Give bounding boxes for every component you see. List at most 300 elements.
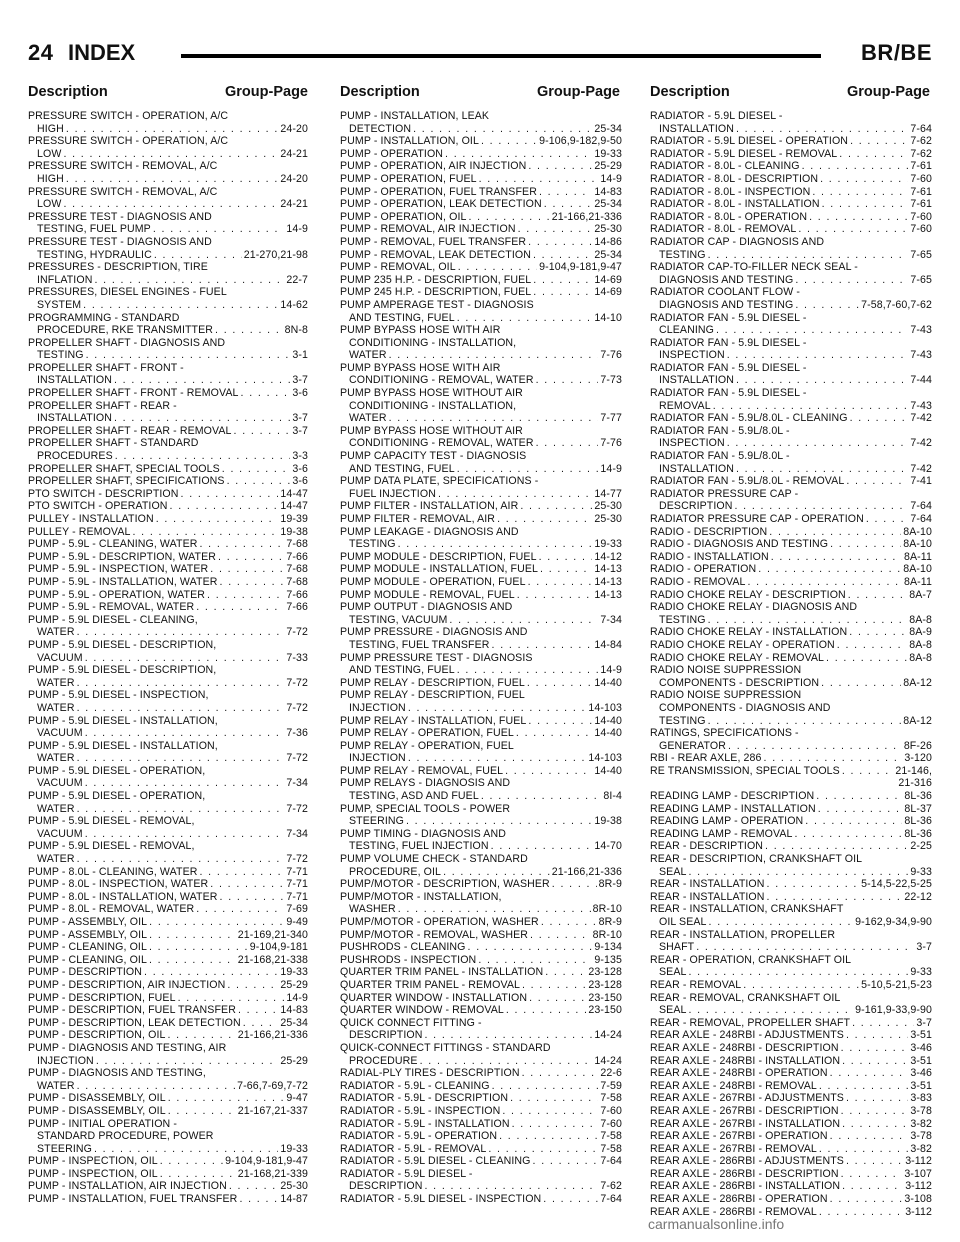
entry-text: PUMP - INSPECTION, OIL: [28, 1155, 158, 1168]
entry-text: INSTALLATION: [37, 374, 112, 387]
entry-page-ref: 3-112: [905, 1155, 932, 1168]
index-entry: [650, 1092, 932, 1105]
entry-text: PUMP - OPERATION, FUEL TRANSFER: [340, 185, 537, 198]
entry-heading: [650, 450, 932, 463]
entry-continuation: [650, 677, 932, 690]
entry-text: PUMP - DIAGNOSIS AND TESTING, AIR: [28, 1041, 227, 1054]
index-entry: [650, 727, 932, 752]
dot-leader: [502, 1105, 598, 1118]
entry-text: SEAL: [659, 1004, 687, 1017]
entry-heading: [650, 664, 932, 677]
entry-text: PUMP 235 H.P. - DESCRIPTION, FUEL: [340, 273, 532, 286]
entry-heading: [28, 362, 308, 375]
entry-heading: [28, 437, 308, 450]
entry-page-ref: 7-72: [286, 701, 308, 714]
entry-page-ref: 25-34: [280, 1016, 308, 1029]
entry-text: INSPECTION: [659, 349, 725, 362]
index-entry: [340, 223, 622, 236]
entry-page-ref: 7-41: [910, 475, 932, 488]
entry-text: RADIATOR - 5.9L DIESEL - REMOVAL: [650, 147, 838, 160]
entry-text: PUMP - 5.9L - INSTALLATION, WATER: [28, 575, 218, 588]
entry-heading: [650, 1155, 932, 1168]
index-entry: [28, 186, 308, 211]
entry-text: PUMP - REMOVAL, LEAK DETECTION: [340, 248, 531, 261]
entry-text: SEAL: [659, 865, 687, 878]
entry-text: PUMP - 8.0L - REMOVAL, WATER: [28, 903, 195, 916]
index-entry: [340, 1004, 622, 1017]
dot-leader: [522, 1067, 599, 1080]
entry-text: PUMP PRESSURE TEST - DIAGNOSIS: [340, 651, 533, 664]
entry-heading: [650, 412, 932, 425]
dot-leader: [736, 463, 908, 476]
entry-continuation: [650, 249, 932, 262]
dot-leader: [239, 1193, 278, 1206]
dot-leader: [457, 312, 593, 325]
entry-page-ref: 14-40: [594, 676, 622, 689]
column-header-3: [650, 84, 930, 104]
entry-heading: [28, 425, 308, 438]
entry-page-ref: 23-128: [588, 966, 622, 979]
entry-page-ref: 9-161,9-33,9-90: [855, 1004, 932, 1017]
entry-text: PRESSURE SWITCH - OPERATION, A/C: [28, 135, 229, 148]
entry-text: PUMP - DESCRIPTION, OIL: [28, 1029, 166, 1042]
entry-text: PUMP BYPASS HOSE WITH AIR: [340, 324, 501, 337]
entry-page-ref: 14-47: [280, 487, 308, 500]
entry-page-ref: 14-24: [594, 1054, 622, 1067]
index-entry: [650, 903, 932, 928]
entry-page-ref: 21-270,21-98: [243, 248, 308, 261]
entry-page-ref: 8A-8: [909, 651, 932, 664]
dot-leader: [481, 790, 602, 803]
entry-page-ref: 7-71: [286, 878, 308, 891]
entry-heading: [650, 1105, 932, 1118]
dot-leader: [220, 891, 285, 904]
dot-leader: [413, 123, 592, 136]
column-header-1: [28, 84, 308, 104]
entry-heading: [28, 463, 308, 476]
entry-text: PUMP - 5.9L DIESEL - OPERATION,: [28, 790, 206, 803]
entry-page-ref: 14-13: [594, 588, 622, 601]
column-header-group-page: Group-Page: [225, 84, 308, 100]
dot-leader: [539, 551, 593, 564]
entry-text: RADIO - REMOVAL: [650, 575, 746, 588]
index-entry: [340, 740, 622, 765]
entry-text: REAR AXLE - 248RBI - INSTALLATION: [650, 1054, 841, 1067]
entry-page-ref: 7-60: [910, 210, 932, 223]
entry-page-ref: 14-103: [588, 701, 622, 714]
entry-text: PUMP - INSTALLATION, FUEL TRANSFER: [28, 1193, 238, 1206]
entry-continuation: [650, 777, 932, 790]
entry-page-ref: 8A-11: [904, 550, 932, 563]
column-header-description: Description: [340, 84, 420, 100]
entry-continuation: [650, 740, 932, 753]
entry-page-ref: 14-83: [594, 185, 622, 198]
entry-page-ref: 23-128: [588, 978, 622, 991]
dot-leader: [536, 437, 599, 450]
entry-text: WATER: [37, 676, 75, 689]
index-entry: [340, 929, 622, 942]
dot-leader: [222, 463, 291, 476]
entry-page-ref: 3-107: [904, 1167, 932, 1180]
entry-heading: [28, 1004, 308, 1017]
index-entry: [28, 589, 308, 602]
entry-text: PUMP - OPERATION, LEAK DETECTION: [340, 198, 542, 211]
entry-text: PUMP - 8.0L - INSTALLATION, WATER: [28, 890, 218, 903]
entry-page-ref: 8F-26: [903, 739, 932, 752]
entry-text: RADIATOR FAN - 5.9L/8.0L -: [650, 424, 790, 437]
entry-heading: [28, 538, 308, 551]
entry-heading: [28, 312, 308, 325]
index-entry: [650, 1055, 932, 1068]
entry-heading: [650, 576, 932, 589]
entry-text: TESTING: [349, 538, 396, 551]
entry-text: PUSHRODS - CLEANING: [340, 941, 466, 954]
entry-text: PUMP OUTPUT - DIAGNOSIS AND: [340, 601, 513, 614]
dot-leader: [850, 412, 909, 425]
entry-page-ref: 8I-4: [603, 790, 622, 803]
entry-page-ref: 7-66,7-69,7-72: [237, 1079, 308, 1092]
entry-text: RADIO - DIAGNOSIS AND TESTING: [650, 538, 829, 551]
entry-heading: [340, 727, 622, 740]
entry-page-ref: 7-43: [910, 399, 932, 412]
entry-page-ref: 9-33: [910, 865, 932, 878]
index-entry: [28, 437, 308, 462]
dot-leader: [85, 777, 285, 790]
index-entry: [650, 765, 932, 790]
entry-page-ref: 7-62: [910, 147, 932, 160]
entry-text: PUMP FILTER - INSTALLATION, AIR: [340, 500, 519, 513]
index-entry: [650, 1105, 932, 1118]
entry-text: QUARTER WINDOW - REMOVAL: [340, 1004, 504, 1017]
entry-text: PROCEDURE: [349, 1054, 418, 1067]
entry-text: REAR - INSTALLATION: [650, 878, 765, 891]
entry-heading: [28, 387, 308, 400]
entry-text: PUMP - REMOVAL, OIL: [340, 261, 456, 274]
index-entry: [650, 639, 932, 652]
index-entry: [340, 211, 622, 224]
dot-leader: [241, 387, 291, 400]
entry-heading: [650, 815, 932, 828]
dot-leader: [850, 135, 908, 148]
entry-heading: [340, 387, 622, 400]
index-entry: [650, 954, 932, 979]
dot-leader: [819, 1080, 909, 1093]
index-entry: [650, 589, 932, 602]
entry-text: INSTALLATION: [659, 462, 734, 475]
dot-leader: [528, 715, 592, 728]
entry-page-ref: 7-62: [910, 135, 932, 148]
index-entry: [28, 387, 308, 400]
dot-leader: [408, 752, 587, 765]
dot-leader: [178, 992, 285, 1005]
index-entry: [28, 236, 308, 261]
entry-text: TESTING, VACUUM: [349, 613, 448, 626]
entry-page-ref: 7-76: [600, 349, 622, 362]
entry-heading: [340, 576, 622, 589]
entry-page-ref: 8N-8: [284, 324, 308, 337]
dot-leader: [842, 1118, 908, 1131]
entry-text: REAR AXLE - 248RBI - ADJUSTMENTS: [650, 1029, 844, 1042]
entry-continuation: [650, 374, 932, 387]
index-entry: [28, 639, 308, 664]
dot-leader: [841, 1042, 909, 1055]
entry-text: RADIATOR - 5.9L - CLEANING: [340, 1079, 490, 1092]
index-entry: [340, 1143, 622, 1156]
dot-leader: [207, 589, 284, 602]
index-entry: [650, 551, 932, 564]
entry-text: PROGRAMMING - STANDARD: [28, 311, 180, 324]
index-entry: [28, 740, 308, 765]
entry-text: RADIATOR - 5.9L DIESEL - CLEANING: [340, 1155, 531, 1168]
entry-page-ref: 14-40: [594, 727, 622, 740]
entry-page-ref: 25-29: [594, 160, 622, 173]
entry-text: HIGH: [37, 122, 64, 135]
entry-text: PUMP - REMOVAL, AIR INJECTION: [340, 223, 516, 236]
entry-page-ref: 21-316: [898, 777, 932, 790]
column-header-group-page: Group-Page: [847, 84, 930, 100]
entry-heading: [340, 299, 622, 312]
entry-text: QUARTER WINDOW - INSTALLATION: [340, 991, 528, 1004]
entry-text: RADIATOR FAN - 5.9L/8.0L -: [650, 450, 790, 463]
entry-heading: [28, 966, 308, 979]
entry-text: PUMP - 8.0L - CLEANING, WATER: [28, 865, 198, 878]
entry-page-ref: 8R-10: [592, 903, 622, 916]
index-entry: [650, 135, 932, 148]
entry-page-ref: 3-1: [292, 349, 308, 362]
entry-text: WATER: [37, 626, 75, 639]
entry-page-ref: 8A-8: [909, 613, 932, 626]
entry-continuation: [28, 828, 308, 841]
dot-leader: [425, 1029, 593, 1042]
index-entry: [340, 1092, 622, 1105]
entry-text: RADIATOR - 5.9L - DESCRIPTION: [340, 1092, 509, 1105]
entry-text: CONDITIONING - INSTALLATION,: [349, 336, 517, 349]
dot-leader: [63, 148, 278, 161]
entry-text: PUMP MODULE - OPERATION, FUEL: [340, 575, 526, 588]
index-entry: [28, 400, 308, 425]
dot-leader: [727, 437, 909, 450]
entry-text: RBI - REAR AXLE, 286: [650, 752, 762, 765]
entry-heading: [340, 160, 622, 173]
index-entry: [650, 362, 932, 387]
index-entry: [28, 1155, 308, 1168]
entry-text: REAR AXLE - 286RBI - INSTALLATION: [650, 1180, 841, 1193]
index-entry: [650, 450, 932, 475]
index-entry: [28, 878, 308, 891]
entry-heading: [650, 223, 932, 236]
entry-continuation: [340, 437, 622, 450]
entry-heading: [650, 198, 932, 211]
index-entry: [28, 903, 308, 916]
entry-text: AND TESTING, FUEL: [349, 664, 455, 677]
entry-heading: [28, 589, 308, 602]
entry-page-ref: 3-6: [292, 475, 308, 488]
entry-heading: [650, 891, 932, 904]
entry-heading: [340, 689, 622, 702]
dot-leader: [83, 299, 278, 312]
entry-text: STEERING: [349, 815, 404, 828]
dot-leader: [795, 274, 908, 287]
index-column-2: [340, 110, 622, 1206]
entry-text: AND TESTING, FUEL: [349, 311, 455, 324]
index-column-3: [650, 110, 932, 1218]
dot-leader: [492, 639, 593, 652]
index-entry: [340, 1168, 622, 1193]
dot-leader: [229, 1180, 279, 1193]
dot-leader: [425, 1180, 599, 1193]
entry-continuation: [340, 702, 622, 715]
entry-text: PUMP - INSTALLATION, AIR INJECTION: [28, 1180, 227, 1193]
entry-heading: [340, 916, 622, 929]
entry-text: PUMP RELAY - OPERATION, FUEL: [340, 727, 514, 740]
dot-leader: [149, 954, 236, 967]
entry-page-ref: 8A-8: [909, 638, 932, 651]
index-entry: [340, 576, 622, 589]
entry-continuation: [340, 349, 622, 362]
entry-heading: [28, 689, 308, 702]
entry-heading: [340, 1105, 622, 1118]
entry-text: PUMP TIMING - DIAGNOSIS AND: [340, 827, 506, 840]
column-header-description: Description: [650, 84, 730, 100]
entry-text: PUMP/MOTOR - OPERATION, WASHER: [340, 916, 539, 928]
index-entry: [28, 526, 308, 539]
index-entry: [340, 652, 622, 677]
dot-leader: [512, 1118, 599, 1131]
entry-page-ref: 8L-36: [904, 815, 932, 828]
entry-page-ref: 8R-10: [592, 928, 622, 941]
entry-text: READING LAMP - DESCRIPTION: [650, 790, 815, 803]
dot-leader: [85, 727, 285, 740]
entry-page-ref: 14-24: [594, 1029, 622, 1042]
entry-page-ref: 24-20: [280, 122, 308, 135]
entry-text: COMPONENTS - DIAGNOSIS AND: [659, 701, 831, 714]
entry-text: PUMP - DESCRIPTION, AIR INJECTION: [28, 978, 226, 991]
entry-text: PUMP - 5.9L DIESEL - DESCRIPTION,: [28, 664, 217, 677]
entry-text: DESCRIPTION: [349, 1029, 423, 1042]
entry-page-ref: 3-78: [910, 1130, 932, 1143]
index-entry: [340, 274, 622, 287]
dot-leader: [449, 614, 598, 627]
index-entry: [650, 513, 932, 526]
dot-leader: [506, 1004, 587, 1017]
entry-page-ref: 25-29: [280, 1054, 308, 1067]
entry-heading: [340, 601, 622, 614]
entry-heading: [650, 853, 932, 866]
entry-heading: [340, 286, 622, 299]
entry-text: RADIO CHOKE RELAY - DESCRIPTION: [650, 588, 846, 601]
dot-leader: [708, 715, 902, 728]
dot-leader: [533, 274, 592, 287]
entry-page-ref: 7-42: [910, 462, 932, 475]
column-header-group-page: Group-Page: [537, 84, 620, 100]
entry-heading: [650, 337, 932, 350]
entry-text: PUMP MODULE - DESCRIPTION, FUEL: [340, 550, 537, 563]
entry-page-ref: 7-58,7-60,7-62: [861, 298, 932, 311]
entry-heading: [28, 891, 308, 904]
entry-heading: [650, 286, 932, 299]
entry-heading: [650, 765, 932, 778]
index-entry: [28, 1042, 308, 1067]
index-entry: [28, 425, 308, 438]
entry-text: RADIO CHOKE RELAY - DIAGNOSIS AND: [650, 601, 858, 614]
entry-heading: [28, 475, 308, 488]
entry-heading: [650, 828, 932, 841]
entry-page-ref: 8A-10: [903, 525, 932, 538]
dot-leader: [689, 1004, 854, 1017]
index-entry: [28, 261, 308, 286]
dot-leader: [63, 198, 278, 211]
entry-page-ref: 3-51: [910, 1079, 932, 1092]
entry-page-ref: 3-112: [905, 1180, 932, 1193]
entry-heading: [650, 790, 932, 803]
entry-continuation: [650, 463, 932, 476]
entry-text: PUMP, SPECIAL TOOLS - POWER: [340, 802, 511, 815]
entry-text: PRESSURE SWITCH - REMOVAL, A/C: [28, 185, 218, 198]
entry-heading: [28, 639, 308, 652]
entry-text: HIGH: [37, 172, 64, 185]
entry-page-ref: 7-72: [286, 802, 308, 815]
entry-heading: [650, 513, 932, 526]
entry-heading: [650, 261, 932, 274]
entry-page-ref: 21-168,21-339: [237, 1167, 308, 1180]
index-entry: [28, 538, 308, 551]
entry-text: INSTALLATION: [659, 122, 734, 135]
dot-leader: [764, 752, 903, 765]
entry-text: REAR - REMOVAL, PROPELLER SHAFT: [650, 1016, 851, 1029]
entry-continuation: [340, 1029, 622, 1042]
entry-continuation: [28, 626, 308, 639]
entry-page-ref: 7-60: [910, 172, 932, 185]
entry-text: PUMP - DIAGNOSIS AND TESTING,: [28, 1067, 206, 1080]
index-entry: [650, 211, 932, 224]
dot-leader: [527, 677, 592, 690]
entry-text: COMPONENTS - DESCRIPTION: [659, 676, 820, 689]
index-entry: [340, 891, 622, 916]
entry-text: DESCRIPTION: [349, 1180, 423, 1193]
dot-leader: [736, 374, 908, 387]
dot-leader: [469, 211, 550, 224]
index-entry: [340, 689, 622, 714]
index-entry: [650, 223, 932, 236]
dot-leader: [541, 916, 597, 929]
entry-continuation: [28, 1130, 308, 1143]
entry-text: DESCRIPTION: [659, 500, 733, 513]
entry-text: RADIATOR - 5.9L - INSTALLATION: [340, 1117, 510, 1130]
entry-text: PRESSURE TEST - DIAGNOSIS AND: [28, 235, 212, 248]
entry-text: LOW: [37, 147, 62, 160]
entry-heading: [650, 312, 932, 325]
index-entry: [28, 576, 308, 589]
entry-continuation: [650, 916, 932, 929]
index-entry: [340, 589, 622, 602]
entry-page-ref: 5-10,5-21,5-23: [861, 978, 932, 991]
entry-heading: [340, 1042, 622, 1055]
entry-continuation: [28, 702, 308, 715]
dot-leader: [798, 223, 908, 236]
dot-leader: [522, 979, 586, 992]
entry-continuation: [340, 463, 622, 476]
dot-leader: [842, 1055, 908, 1068]
entry-continuation: [28, 727, 308, 740]
header-rule: [181, 54, 821, 58]
index-entry: [650, 1118, 932, 1131]
entry-page-ref: 3-3: [292, 450, 308, 463]
entry-text: REAR AXLE - 267RBI - DESCRIPTION: [650, 1104, 839, 1117]
dot-leader: [805, 815, 902, 828]
entry-text: RADIATOR COOLANT FLOW -: [650, 286, 801, 299]
index-entry: [340, 173, 622, 186]
entry-continuation: [28, 274, 308, 287]
